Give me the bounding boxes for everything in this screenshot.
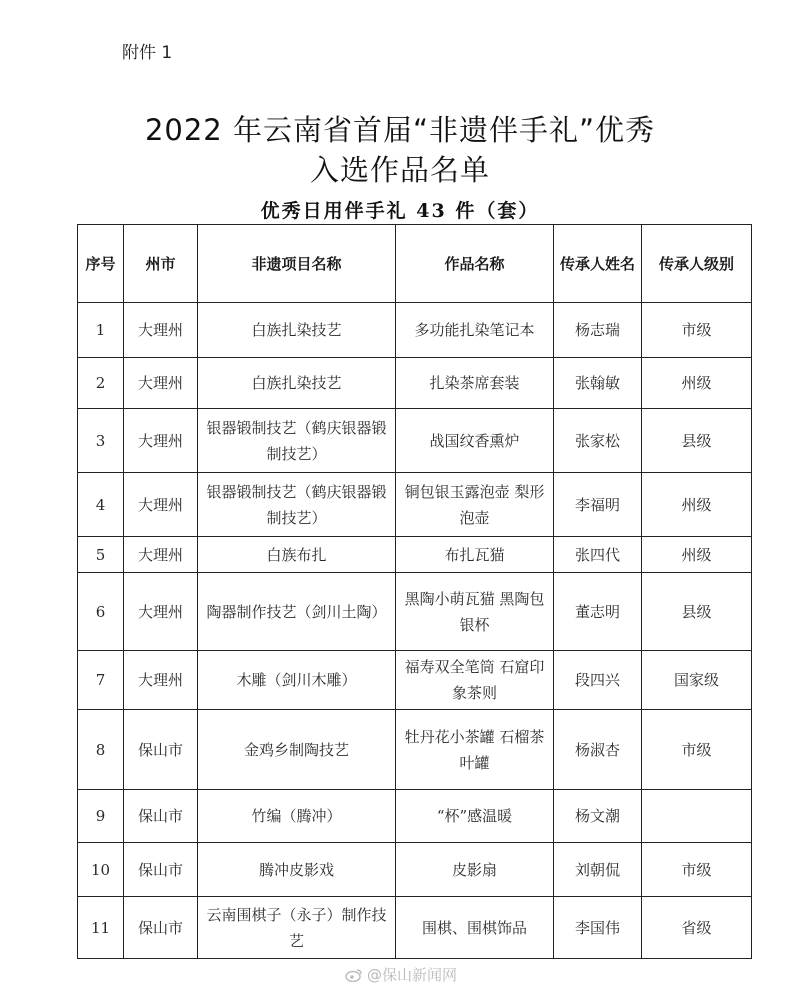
cell-no: 8 xyxy=(78,710,124,790)
selection-table xyxy=(77,224,752,959)
cell-city: 大理州 xyxy=(124,573,198,651)
cell-project: 金鸡乡制陶技艺 xyxy=(198,710,396,790)
cell-no: 2 xyxy=(78,358,124,409)
watermark xyxy=(345,964,457,985)
cell-work: 战国纹香熏炉 xyxy=(396,409,554,473)
cell-level xyxy=(642,790,752,843)
cell-project: 木雕（剑川木雕） xyxy=(198,651,396,710)
header-no: 序号 xyxy=(78,225,124,303)
cell-no: 7 xyxy=(78,651,124,710)
cell-city: 大理州 xyxy=(124,303,198,358)
cell-city: 大理州 xyxy=(124,651,198,710)
cell-city: 大理州 xyxy=(124,358,198,409)
header-inheritor: 传承人姓名 xyxy=(554,225,642,303)
cell-work: 牡丹花小茶罐 石榴茶叶罐 xyxy=(396,710,554,790)
table-row xyxy=(78,710,752,790)
cell-no: 4 xyxy=(78,473,124,537)
cell-no: 3 xyxy=(78,409,124,473)
cell-inheritor: 李福明 xyxy=(554,473,642,537)
header-level: 传承人级别 xyxy=(642,225,752,303)
cell-level: 市级 xyxy=(642,843,752,897)
cell-inheritor: 董志明 xyxy=(554,573,642,651)
cell-city: 保山市 xyxy=(124,790,198,843)
cell-no: 6 xyxy=(78,573,124,651)
table-row xyxy=(78,573,752,651)
watermark-text: @保山新闻网 xyxy=(367,966,458,984)
cell-level: 市级 xyxy=(642,303,752,358)
table-row xyxy=(78,897,752,959)
table-row xyxy=(78,473,752,537)
weibo-icon xyxy=(345,968,363,982)
cell-city: 大理州 xyxy=(124,537,198,573)
cell-level: 国家级 xyxy=(642,651,752,710)
cell-work: “杯”感温暖 xyxy=(396,790,554,843)
cell-city: 大理州 xyxy=(124,409,198,473)
cell-level: 县级 xyxy=(642,409,752,473)
cell-work: 围棋、围棋饰品 xyxy=(396,897,554,959)
table-row xyxy=(78,843,752,897)
cell-project: 陶器制作技艺（剑川土陶） xyxy=(198,573,396,651)
cell-inheritor: 段四兴 xyxy=(554,651,642,710)
cell-inheritor: 张四代 xyxy=(554,537,642,573)
cell-no: 5 xyxy=(78,537,124,573)
cell-level: 县级 xyxy=(642,573,752,651)
table-row xyxy=(78,303,752,358)
cell-project: 白族扎染技艺 xyxy=(198,303,396,358)
header-project: 非遗项目名称 xyxy=(198,225,396,303)
attachment-label: 附件 1 xyxy=(122,43,173,63)
cell-project: 腾冲皮影戏 xyxy=(198,843,396,897)
table-header-row xyxy=(78,225,752,303)
cell-no: 1 xyxy=(78,303,124,358)
table-row xyxy=(78,358,752,409)
cell-project: 云南围棋子（永子）制作技艺 xyxy=(198,897,396,959)
cell-inheritor: 李国伟 xyxy=(554,897,642,959)
cell-work: 扎染茶席套装 xyxy=(396,358,554,409)
header-city: 州市 xyxy=(124,225,198,303)
header-work: 作品名称 xyxy=(396,225,554,303)
cell-level: 省级 xyxy=(642,897,752,959)
table-row xyxy=(78,790,752,843)
cell-work: 黑陶小萌瓦猫 黑陶包银杯 xyxy=(396,573,554,651)
cell-project: 白族布扎 xyxy=(198,537,396,573)
cell-city: 保山市 xyxy=(124,897,198,959)
page-title-line1: 2022 年云南省首届“非遗伴手礼”优秀 xyxy=(144,113,656,147)
table-row xyxy=(78,409,752,473)
cell-work: 布扎瓦猫 xyxy=(396,537,554,573)
section-subtitle: 优秀日用伴手礼 43 件（套） xyxy=(260,200,540,222)
cell-city: 大理州 xyxy=(124,473,198,537)
cell-inheritor: 杨志瑞 xyxy=(554,303,642,358)
table-row xyxy=(78,537,752,573)
cell-level: 市级 xyxy=(642,710,752,790)
cell-no: 9 xyxy=(78,790,124,843)
cell-project: 银器锻制技艺（鹤庆银器锻制技艺） xyxy=(198,473,396,537)
cell-level: 州级 xyxy=(642,358,752,409)
cell-city: 保山市 xyxy=(124,843,198,897)
cell-work: 皮影扇 xyxy=(396,843,554,897)
cell-inheritor: 刘朝侃 xyxy=(554,843,642,897)
cell-level: 州级 xyxy=(642,473,752,537)
cell-inheritor: 张翰敏 xyxy=(554,358,642,409)
cell-city: 保山市 xyxy=(124,710,198,790)
cell-work: 多功能扎染笔记本 xyxy=(396,303,554,358)
cell-project: 白族扎染技艺 xyxy=(198,358,396,409)
cell-inheritor: 杨淑杏 xyxy=(554,710,642,790)
cell-inheritor: 杨文潮 xyxy=(554,790,642,843)
page-title-line2: 入选作品名单 xyxy=(309,153,490,187)
cell-no: 10 xyxy=(78,843,124,897)
cell-work: 铜包银玉露泡壶 梨形泡壶 xyxy=(396,473,554,537)
cell-project: 银器锻制技艺（鹤庆银器锻制技艺） xyxy=(198,409,396,473)
cell-no: 11 xyxy=(78,897,124,959)
cell-work: 福寿双全笔筒 石窟印象茶则 xyxy=(396,651,554,710)
table-row xyxy=(78,651,752,710)
cell-project: 竹编（腾冲） xyxy=(198,790,396,843)
cell-inheritor: 张家松 xyxy=(554,409,642,473)
cell-level: 州级 xyxy=(642,537,752,573)
